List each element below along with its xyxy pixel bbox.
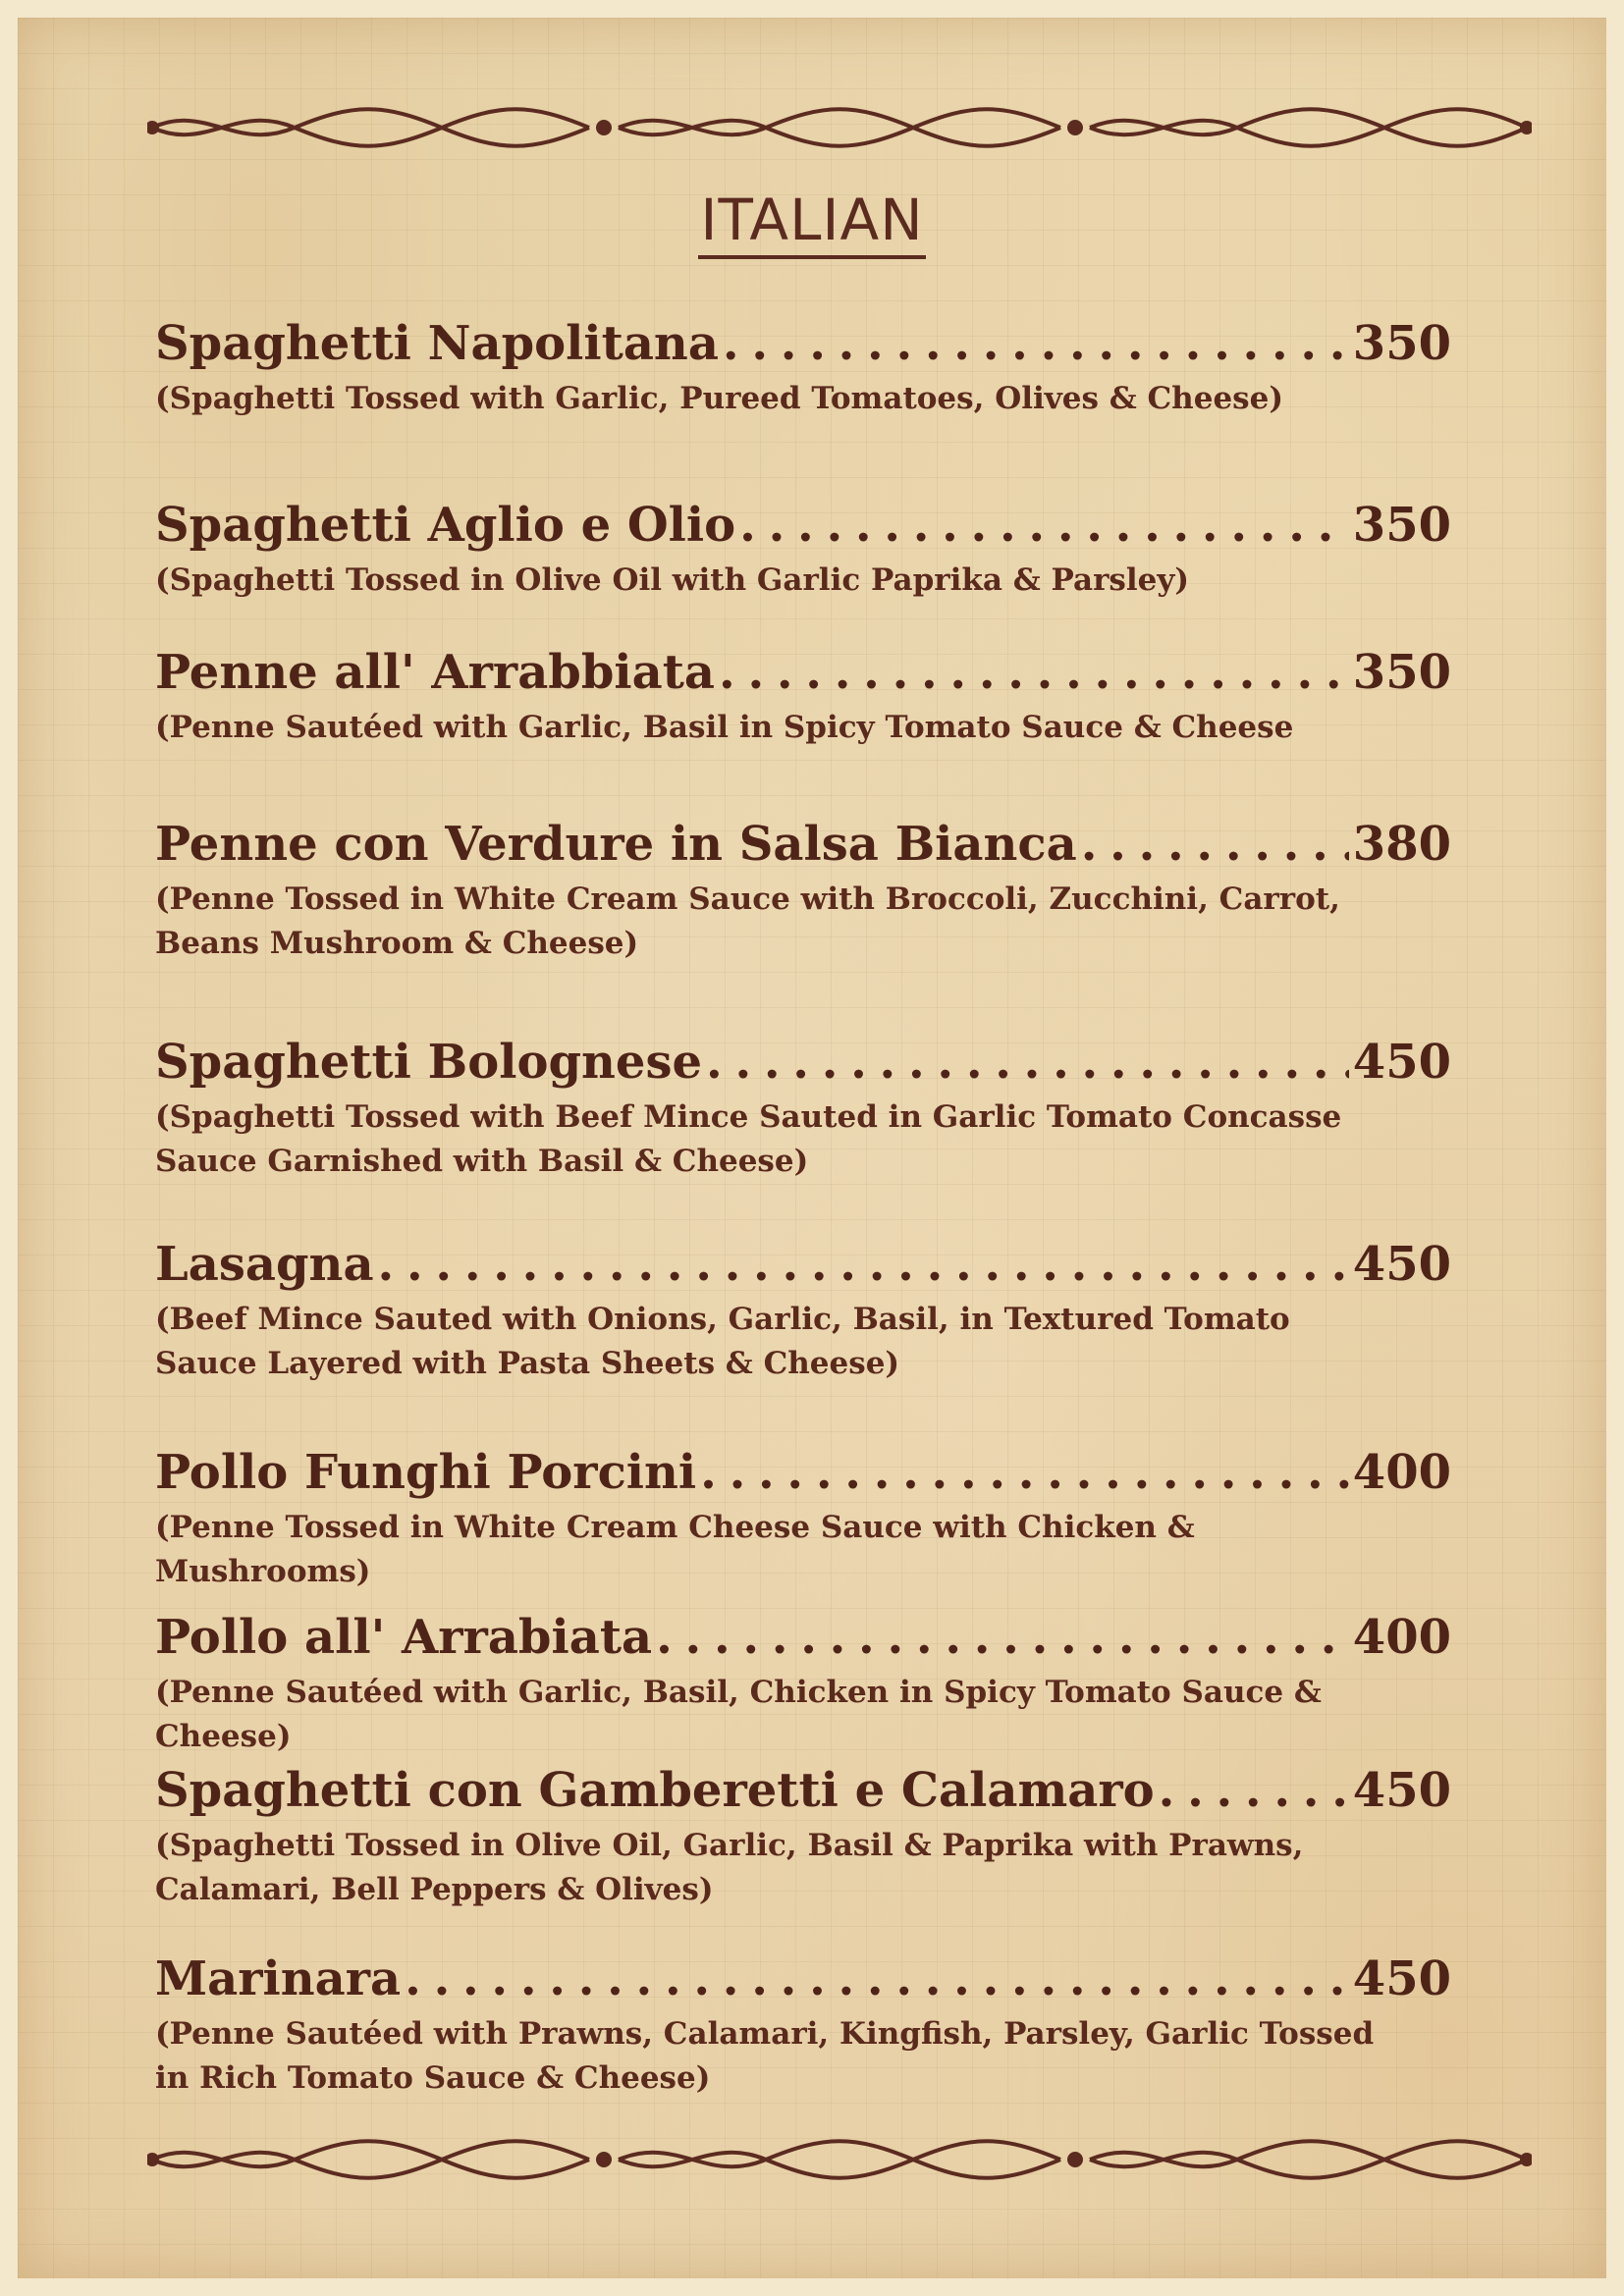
item-price: 450 [1352, 1035, 1451, 1090]
item-price: 400 [1352, 1445, 1451, 1500]
item-description: (Penne Tossed in White Cream Cheese Sauce with Chicken & Mushrooms) [155, 1510, 1195, 1589]
item-price: 380 [1352, 817, 1451, 872]
dot-leader [700, 1443, 1349, 1502]
item-price: 450 [1352, 1237, 1451, 1292]
item-name: Penne all' Arrabbiata [155, 645, 716, 700]
item-name: Pollo all' Arrabiata [155, 1610, 653, 1665]
bottom-scroll-ornament [147, 2130, 1532, 2189]
item-name: Spaghetti con Gamberetti e Calamaro [155, 1763, 1155, 1818]
item-name: Marinara [155, 1951, 402, 2006]
item-description: (Spaghetti Tossed with Garlic, Pureed Tomatoes, Olives & Cheese) [155, 381, 1284, 416]
menu-item [155, 1608, 1451, 1759]
menu-item [155, 643, 1451, 750]
item-price: 350 [1352, 498, 1451, 553]
menu-item [155, 815, 1451, 966]
item-price: 350 [1352, 316, 1451, 371]
item-name: Lasagna [155, 1237, 374, 1292]
dot-leader [656, 1608, 1349, 1667]
menu-item [155, 1235, 1451, 1386]
menu-item [155, 314, 1451, 421]
item-description: (Beef Mince Sauted with Onions, Garlic, Basil, in Textured Tomato Sauce Layered with Pasta Sheets & Cheese) [155, 1302, 1290, 1381]
item-name: Spaghetti Napolitana [155, 316, 719, 371]
item-name: Spaghetti Bolognese [155, 1035, 703, 1090]
dot-leader [706, 1033, 1349, 1092]
top-scroll-ornament [147, 98, 1532, 157]
item-price: 400 [1352, 1610, 1451, 1665]
dot-leader [378, 1235, 1349, 1294]
menu-item [155, 496, 1451, 603]
item-price: 450 [1352, 1951, 1451, 2006]
dot-leader [1159, 1761, 1349, 1820]
menu-item [155, 1761, 1451, 1912]
item-name: Spaghetti Aglio e Olio [155, 498, 736, 553]
item-description: (Penne Tossed in White Cream Sauce with Broccoli, Zucchini, Carrot, Beans Mushroom & Cheese) [155, 881, 1340, 961]
dot-leader [739, 496, 1349, 555]
item-price: 450 [1352, 1763, 1451, 1818]
section-title: ITALIAN [0, 187, 1624, 253]
item-description: (Spaghetti Tossed in Olive Oil, Garlic, Basil & Paprika with Prawns, Calamari, Bell Peppers & Olives) [155, 1828, 1304, 1907]
item-description: (Spaghetti Tossed in Olive Oil with Garlic Paprika & Parsley) [155, 562, 1190, 598]
item-name: Pollo Funghi Porcini [155, 1445, 697, 1500]
dot-leader [405, 1949, 1349, 2008]
dot-leader [719, 643, 1349, 702]
dot-leader [1081, 815, 1349, 874]
item-description: (Penne Sautéed with Prawns, Calamari, Kingfish, Parsley, Garlic Tossed in Rich Tomato Sauce & Cheese) [155, 2016, 1375, 2096]
menu-item [155, 1443, 1451, 1594]
item-price: 350 [1352, 645, 1451, 700]
item-description: (Penne Sautéed with Garlic, Basil in Spicy Tomato Sauce & Cheese [155, 710, 1294, 745]
item-name: Penne con Verdure in Salsa Bianca [155, 817, 1077, 872]
dot-leader [723, 314, 1349, 373]
item-description: (Penne Sautéed with Garlic, Basil, Chicken in Spicy Tomato Sauce & Cheese) [155, 1675, 1322, 1754]
menu-item [155, 1033, 1451, 1184]
menu-item [155, 1949, 1451, 2101]
item-description: (Spaghetti Tossed with Beef Mince Sauted in Garlic Tomato Concasse Sauce Garnished with Basil & Cheese) [155, 1099, 1342, 1179]
